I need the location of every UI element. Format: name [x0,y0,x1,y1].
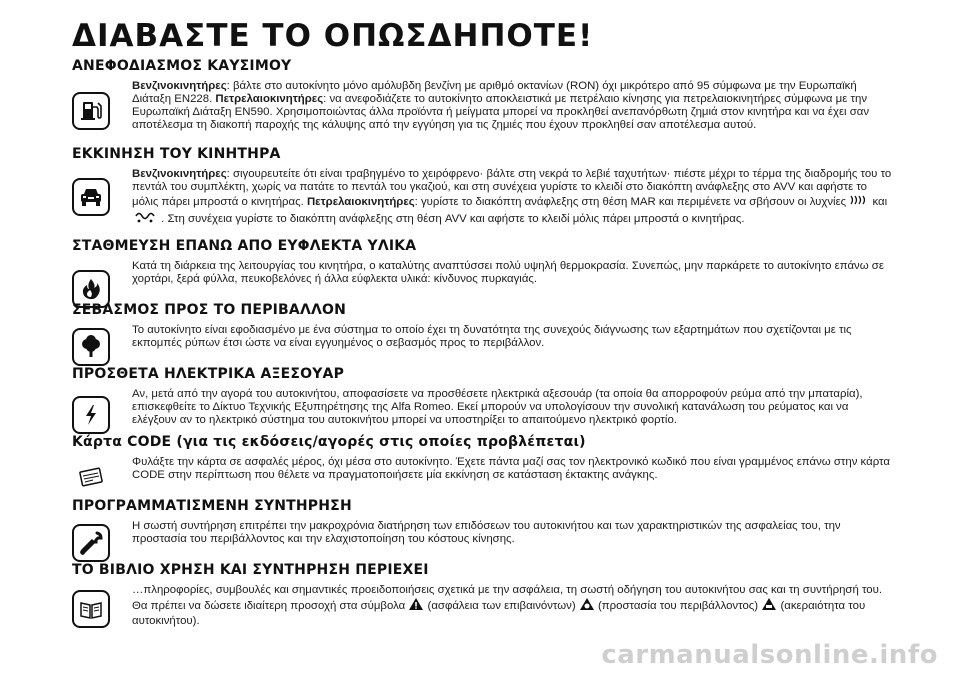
code-card-icon [72,458,110,496]
manual-book-icon [72,590,110,628]
section-heading: ΠΡΟΣΘΕΤΑ ΗΛΕΚΤΡΙΚΑ ΑΞΕΣΟΥΑΡ [72,366,345,382]
section-text: Το αυτοκίνητο είναι εφοδιασμένο με ένα σύστημα το οποίο έχει τη δυνατότητα της συνεχούς διάγνωσης των εξαρτημάτων που σχετίζονται με τις εκπομπές ρύπων έτσι ώστε να είναι εγγυημένος ο σεβασμός προς το περιβάλλον. [132,324,852,349]
label-petrol: Βενζινοκινητήρες [132,80,227,92]
section-text [132,584,892,628]
warning-triangle-icon [408,597,424,615]
section-heading: Κάρτα CODE (για τις εκδόσεις/αγορές στις οποίες προβλέπεται) [72,434,586,450]
lightning-icon [72,396,110,434]
text-diesel: : γυρίστε το διακόπτη ανάφλεξης στη θέση MAR και περιμένετε να σβήσουν οι λυχνίες [414,196,847,209]
section-maintenance [72,498,892,546]
section-environment [72,302,892,350]
text-intro: …πληροφορίες, συμβουλές και σημαντικές προειδοποιήσεις σχετικά με την ασφάλεια, τη σωστή οδήγηση του αυτοκινήτου σας και τη συντήρησή του. Θα πρέπει να δώσετε ιδιαίτερη προσοχή στα σύμβολα [132,584,883,613]
text-environment: (προστασία του περιβάλλοντος) [598,600,759,613]
warning-triangle-icon [579,597,595,615]
section-text: Φυλάξτε την κάρτα σε ασφαλές μέρος, όχι μέσα στο αυτοκίνητο. Έχετε πάντα μαζί σας τον ηλεκτρονικό κωδικό που είναι γραμμένος επάνω στην κάρτα CODE στην περίπτωση που θέλετε να πραγματοποιήσετε μία εκκίνηση σε κατάσταση έκτακτης ανάγκης. [132,456,890,481]
label-diesel: Πετρελαιοκινητήρες [306,196,415,209]
glow-plug-icon [849,194,869,210]
section-code-card [72,434,892,482]
section-electric-accessories [72,366,892,427]
watermark: carmanualsonline.info [601,640,938,670]
text-petrol: : βάλτε στο αυτοκίνητο μόνο αμόλυβδη βενζίνη με αριθμό οκτανίων (RON) όχι μικρότερο από 95 σύμφωνα με την Ευρωπαϊκή Διάταξη EN228. [132,80,857,105]
diesel-water-icon [132,210,158,228]
section-parking [72,238,892,286]
wrench-icon [72,524,110,562]
label-diesel: Πετρελαιοκινητήρες [215,93,324,105]
section-heading: ΣΤΑΘΜΕΥΣΗ ΕΠΑΝΩ ΑΠΟ ΕΥΦΛΕΚΤΑ ΥΛΙΚΑ [72,238,417,254]
section-heading: ΠΡΟΓΡΑΜΜΑΤΙΣΜΕΝΗ ΣΥΝΤΗΡΗΣΗ [72,498,352,514]
page-title: ΔΙΑΒΑΣΤΕ ΤΟ ΟΠΩΣΔΗΠΟΤΕ! [72,18,594,54]
fuel-pump-icon [72,92,110,130]
car-front-icon [72,178,110,216]
text-occupant-safety: (ασφάλεια των επιβαινόντων) [427,600,576,613]
text-diesel-end: . Στη συνέχεια γυρίστε το διακόπτη ανάφλεξης στη θέση AVV και αφήστε το κλειδί μόλις πάρει μπροστά ο κινητήρας. [161,213,745,226]
section-text [132,80,892,132]
warning-triangle-icon [761,597,777,615]
text-vehicle-integrity: (ακεραιότητα του αυτοκινήτου). [132,600,866,627]
section-text: Αν, μετά από την αγορά του αυτοκινήτου, αποφασίσετε να προσθέσετε ηλεκτρικά αξεσουάρ (τα οποία θα απορροφούν ρεύμα από την μπαταρία), επισκεφθείτε το Δίκτυο Τεχνικής Εξυπηρέτησης της Alfa Romeo. Εκεί μπορούν να υπολογίσουν την συνολική κατανάλωση του ρεύματος και να ελέγξουν αν το ηλεκτρικό σύστημα του αυτοκινήτου μπορεί να υποστηρίξει το απαιτούμενο ηλεκτρικό φορτίο. [132,388,863,426]
section-text: Η σωστή συντήρηση επιτρέπει την μακροχρόνια διατήρηση των επιδόσεων του αυτοκινήτου και των χαρακτηριστικών της ασφαλείας του, την προστασία του περιβάλλοντος και την ελαχιστοποίηση του κόστους κίνησης. [132,520,841,545]
section-engine-start [72,146,892,228]
section-text: Κατά τη διάρκεια της λειτουργίας του κινητήρα, ο καταλύτης αναπτύσσει πολύ υψηλή θερμοκρασία. Συνεπώς, μην παρκάρετε το αυτοκίνητο επάνω σε χορτάρι, ξερά φύλλα, πευκοβελόνες ή άλλα εύφλεκτα υλικά: κίνδυνος πυρκαγιάς. [132,260,884,285]
section-heading: ΑΝΕΦΟΔΙΑΣΜΟΣ ΚΑΥΣΙΜΟΥ [72,58,292,74]
section-text [132,168,892,228]
section-heading: ΣΕΒΑΣΜΟΣ ΠΡΟΣ ΤΟ ΠΕΡΙΒΑΛΛΟΝ [72,302,347,318]
label-petrol: Βενζινοκινητήρες [132,168,227,180]
section-manual [72,562,892,628]
text-diesel: : να ανεφοδιάζετε το αυτοκίνητο αποκλειστικά με πετρέλαιο κίνησης για πετρελαιοκινητήρες σύμφωνα με την Ευρωπαϊκή Διάταξη EN590. Χρησιμοποιώντας άλλα προϊόντα ή μείγματα μπορεί να προκληθεί ανεπανόρθωτη ζημιά στον κινητήρα και να έχει σαν αποτέλεσμα τη διακοπή παροχής της κάλυψης από την εγγύηση για τις ζημιές που έχουν προκληθεί σαν αποτέλεσμα αυτού. [132,93,870,131]
tree-icon [72,328,110,366]
text-petrol: : σιγουρευτείτε ότι είναι τραβηγμένο το χειρόφρενο· βάλτε στη νεκρά το λεβιέ ταχυτήτων· πιέστε μέχρι το τέρμα της διαδρομής του το πεντάλ του συμπλέκτη, χωρίς να πατάτε το πεντάλ του γκαζιού, και στη συνέχεια γυρίστε το κλειδί στο διακόπτη ανάφλεξης στο AVV και αφήστε το μόλις πάρει μπροστά ο κινητήρας. [132,168,892,209]
section-heading: ΤΟ ΒΙΒΛΙΟ ΧΡΗΣΗ ΚΑΙ ΣΥΝΤΗΡΗΣΗ ΠΕΡΙΕΧΕΙ [72,562,429,578]
section-fuel [72,58,892,132]
section-heading: ΕΚΚΙΝΗΣΗ ΤΟΥ ΚΙΝΗΤΗΡΑ [72,146,281,162]
text-and: και [872,196,888,209]
